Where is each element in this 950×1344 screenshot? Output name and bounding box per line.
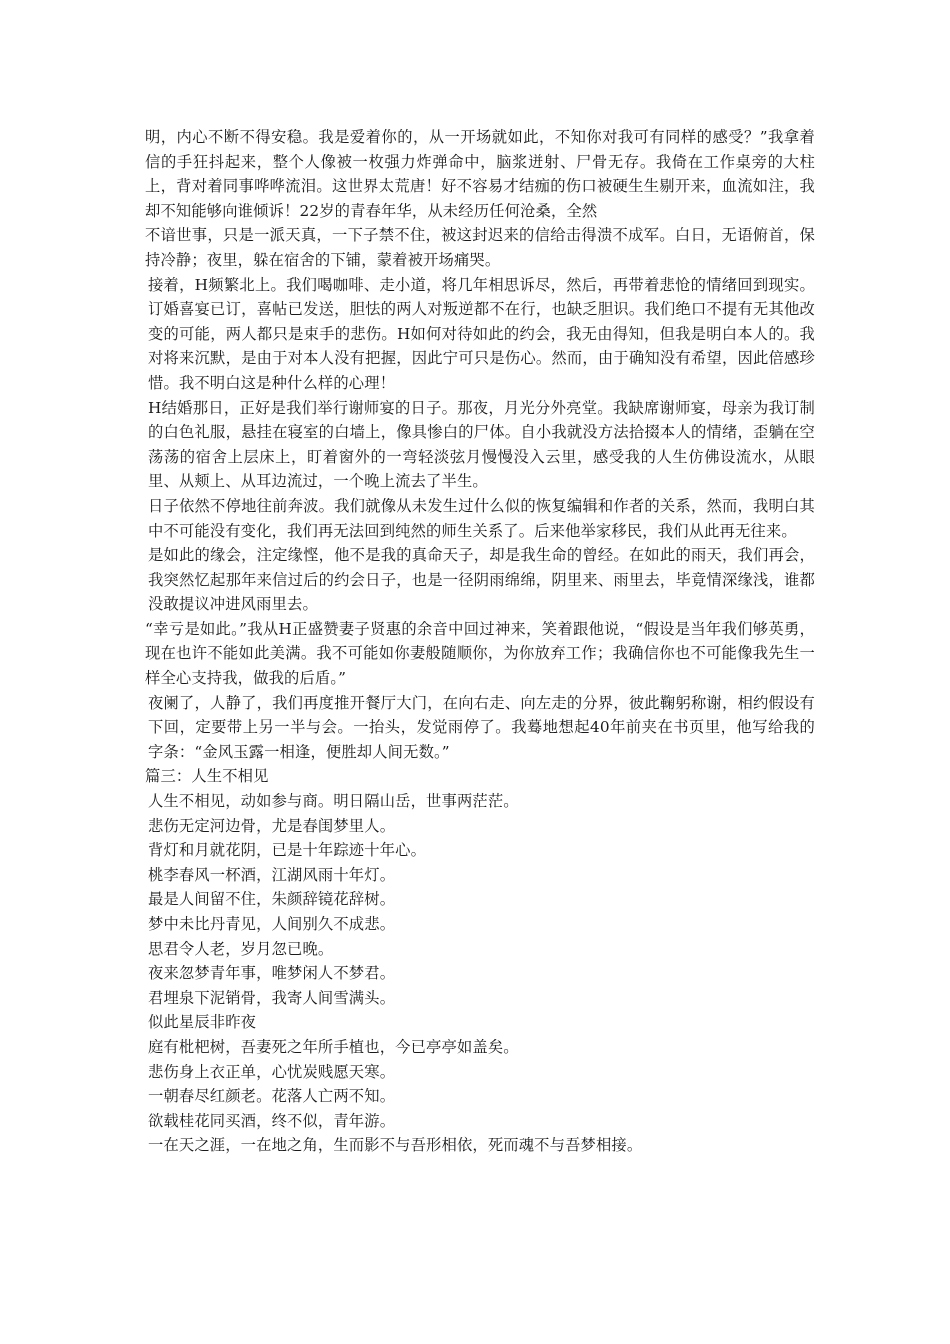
paragraph-naive-youth: 不谙世事，只是一派天真，一下子禁不住，被这封迟来的信给击得溃不成军。白日，无语俯首，保持冷静；夜里，躲在宿舍的下铺，蒙着被开场痛哭。 bbox=[145, 226, 815, 269]
poem-line: 最是人间留不住，朱颜辞镜花辞树。 bbox=[148, 890, 396, 909]
poem-line: 思君令人老，岁月忽已晚。 bbox=[148, 939, 334, 958]
poem-line: 悲伤无定河边骨，尤是春闺梦里人。 bbox=[148, 816, 396, 835]
paragraph-h-visits: 接着，H频繁北上。我们喝咖啡、走小道，将几年相思诉尽，然后，再带着悲怆的情绪回到现实。订婚喜宴已订，喜帖已发送，胆怯的两人对叛逆都不在行，也缺乏胆识。我们绝口不提有无其他改变的可能，两人都只是束手的悲伤。H如何对待如此的约会，我无由得知，但我是明白本人的。我对将来沉默，是由于对本人没有把握，因此宁可只是伤心。然而，由于确知没有希望，因此倍感珍惜。我不明白这是种什么样的心理！ bbox=[148, 275, 815, 392]
poem-line: 一在天之涯，一在地之角，生而影不与吾形相依，死而魂不与吾梦相接。 bbox=[148, 1136, 643, 1155]
paragraph-fortunate: “幸亏是如此。”我从H正盛赞妻子贤惠的余音中回过神来，笑着跟他说，“假设是当年我们够英勇，现在也许不能如此美满。我不可能如你妻般随顺你，为你放弃工作；我确信你也不可能像我先生一样全心支持我，做我的后盾。” bbox=[145, 619, 815, 688]
section-heading: 篇三：人生不相见 bbox=[145, 767, 269, 786]
paragraph-fate: 是如此的缘会，注定缘悭，他不是我的真命天子，却是我生命的曾经。在如此的雨天，我们再会，我突然忆起那年来信过后的约会日子，也是一径阴雨绵绵，阴里来、雨里去，毕竟情深缘浅，谁都没敢提议冲进风雨里去。 bbox=[148, 546, 815, 614]
document-body bbox=[145, 125, 815, 1158]
poem-line: 庭有枇杷树，吾妻死之年所手植也，今已亭亭如盖矣。 bbox=[148, 1037, 519, 1056]
poem-line: 欲载桂花同买酒，终不似，青年游。 bbox=[148, 1111, 396, 1130]
poem-line: 背灯和月就花阴，已是十年踪迹十年心。 bbox=[148, 841, 427, 860]
poem-line: 君埋泉下泥销骨，我寄人间雪满头。 bbox=[148, 988, 396, 1007]
poem-line: 似此星辰非昨夜 bbox=[148, 1013, 257, 1032]
paragraph-letter-confession: 明，内心不断不得安稳。我是爱着你的，从一开场就如此，不知你对我可有同样的感受？”我拿着信的手狂抖起来，整个人像被一枚强力炸弹命中，脑浆迸射、尸骨无存。我倚在工作桌旁的大柱上，背对着同事哗哗流泪。这世界太荒唐！好不容易才结痂的伤口被硬生生剔开来，血流如注，我却不知能够向谁倾诉！22岁的青春年华，从未经历任何沧桑，全然 bbox=[145, 128, 815, 220]
poem-line: 悲伤身上衣正单，心忧炭贱愿天寒。 bbox=[148, 1062, 396, 1081]
poem-line: 人生不相见，动如参与商。明日隔山岳，世事两茫茫。 bbox=[148, 792, 519, 811]
poem-line: 一朝春尽红颜老。花落人亡两不知。 bbox=[148, 1087, 396, 1106]
poem-line: 梦中未比丹青见，人间别久不成悲。 bbox=[148, 915, 396, 933]
paragraph-wedding-day: H结婚那日，正好是我们举行谢师宴的日子。那夜，月光分外亮堂。我缺席谢师宴，母亲为我订制的白色礼服，悬挂在寝室的白墙上，像具惨白的尸体。自小我就没方法拾掇本人的情绪，歪躺在空荡荡的宿舍上层床上，盯着窗外的一弯轻淡弦月慢慢没入云里，感受我的人生仿佛设流水，从眼里、从颊上、从耳边流过，一个晚上流去了半生。 bbox=[148, 398, 815, 491]
poem-line: 夜来忽梦青年事，唯梦闲人不梦君。 bbox=[148, 964, 396, 983]
paragraph-days-go-on: 日子依然不停地往前奔波。我们就像从未发生过什么似的恢复编辑和作者的关系，然而，我明白其中不可能没有变化，我们再无法回到纯然的师生关系了。后来他举家移民，我们从此再无往来。 bbox=[148, 496, 815, 540]
poem-line: 桃李春风一杯酒，江湖风雨十年灯。 bbox=[148, 865, 396, 884]
paragraph-night-farewell: 夜阑了，人静了，我们再度推开餐厅大门，在向右走、向左走的分界，彼此鞠躬称谢，相约假设有下回，定要带上另一半与会。一抬头，发觉雨停了。我蓦地想起40年前夹在书页里，他写给我的字条：“金风玉露一相逢，便胜却人间无数。” bbox=[148, 693, 815, 761]
